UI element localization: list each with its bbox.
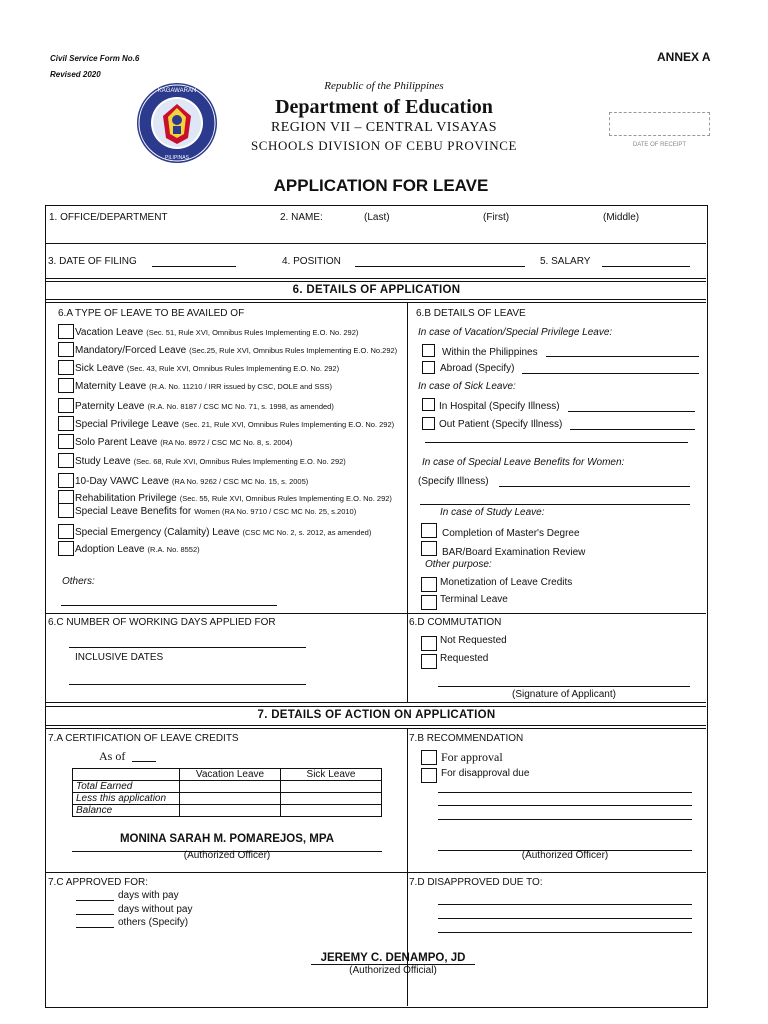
sick-total-cell[interactable] — [281, 781, 382, 793]
others-field[interactable] — [61, 605, 277, 606]
leave-type-checkbox[interactable] — [58, 503, 74, 518]
republic-label: Republic of the Philippines — [324, 80, 444, 92]
not-requested-checkbox[interactable] — [421, 636, 437, 651]
divider — [46, 706, 706, 707]
divider — [46, 299, 706, 300]
column-divider — [407, 302, 408, 703]
section-6b-title: 6.B DETAILS OF LEAVE — [416, 308, 526, 319]
sick-leave-header: Sick Leave — [281, 769, 382, 781]
leave-type-item — [75, 363, 339, 374]
total-earned-label: Total Earned — [73, 781, 180, 793]
leave-type-label: Sick Leave — [75, 363, 124, 374]
days-with-pay-label: days with pay — [118, 890, 179, 901]
leave-type-checkbox[interactable] — [58, 473, 74, 488]
section-7a-title: 7.A CERTIFICATION OF LEAVE CREDITS — [48, 733, 239, 744]
other-purpose-label: Other purpose: — [425, 559, 492, 570]
not-requested-label: Not Requested — [440, 635, 507, 646]
leave-type-checkbox[interactable] — [58, 398, 74, 413]
leave-type-reference: (RA No. 8972 / CSC MC No. 8, s. 2004) — [160, 438, 293, 447]
balance-label: Balance — [73, 805, 180, 817]
others-specify-field[interactable] — [76, 927, 114, 928]
leave-type-reference: (Sec. 68, Rule XVI, Omnibus Rules Implementing E.O. No. 292) — [133, 457, 346, 466]
leave-type-label: Study Leave — [75, 456, 131, 467]
for-approval-label: For approval — [441, 750, 503, 764]
leave-type-checkbox[interactable] — [58, 434, 74, 449]
out-patient-label: Out Patient (Specify Illness) — [439, 419, 563, 430]
as-of-field[interactable] — [132, 761, 156, 762]
office-label: 1. OFFICE/DEPARTMENT — [49, 212, 168, 223]
vacation-case-label: In case of Vacation/Special Privilege Leave: — [418, 327, 613, 338]
leave-type-item — [75, 345, 397, 356]
others-specify-label: others (Specify) — [118, 917, 189, 928]
for-disapproval-label: For disapproval due — [441, 768, 530, 779]
division-name: SCHOOLS DIVISION OF CEBU PROVINCE — [250, 138, 518, 153]
form-number: Civil Service Form No.6 — [50, 54, 140, 63]
leave-type-item — [75, 476, 308, 487]
revised-date: Revised 2020 — [50, 70, 101, 79]
leave-type-label: Maternity Leave — [75, 381, 147, 392]
first-name-label: (First) — [483, 212, 510, 223]
as-of-label: As of — [99, 749, 126, 763]
out-patient-field[interactable] — [570, 429, 695, 430]
leave-type-item — [75, 506, 356, 517]
certifying-officer-name: MONINA SARAH M. POMAREJOS, MPA — [119, 833, 335, 845]
women-extra-line[interactable] — [420, 504, 690, 505]
leave-type-reference: (R.A. No. 8552) — [147, 545, 200, 554]
vacation-leave-header: Vacation Leave — [180, 769, 281, 781]
section-7d-title: 7.D DISAPPROVED DUE TO: — [409, 877, 543, 888]
sick-balance-cell[interactable] — [281, 805, 382, 817]
disapproval-reason-line-2[interactable] — [438, 805, 692, 806]
in-hospital-checkbox[interactable] — [422, 398, 435, 411]
leave-type-label: Rehabilitation Privilege — [75, 493, 177, 504]
table-row — [73, 793, 382, 805]
leave-type-item — [75, 437, 292, 448]
divider — [46, 613, 706, 614]
in-hospital-field[interactable] — [568, 411, 695, 412]
position-label: 4. POSITION — [282, 256, 341, 267]
authorized-official-label: (Authorized Official) — [349, 965, 437, 976]
disapproval-reason-line-3[interactable] — [438, 819, 692, 820]
table-row — [73, 769, 382, 781]
leave-type-label: Special Emergency (Calamity) Leave — [75, 527, 240, 538]
masters-checkbox[interactable] — [421, 523, 437, 538]
name-label: 2. NAME: — [280, 212, 323, 223]
applicant-signature-line[interactable] — [438, 686, 690, 687]
days-without-pay-label: days without pay — [118, 904, 193, 915]
divider — [46, 702, 706, 703]
monetization-label: Monetization of Leave Credits — [440, 577, 573, 588]
within-philippines-checkbox[interactable] — [422, 344, 435, 357]
leave-type-reference: (CSC MC No. 2, s. 2012, as amended) — [242, 528, 372, 537]
leave-type-label: Special Leave Benefits for — [75, 506, 192, 517]
for-approval-checkbox[interactable] — [421, 750, 437, 765]
annex-label: ANNEX A — [657, 50, 711, 64]
vacation-balance-cell[interactable] — [180, 805, 281, 817]
department-name: Department of Education — [275, 96, 493, 118]
leave-type-item — [75, 401, 334, 412]
leave-type-label: Adoption Leave — [75, 544, 145, 555]
salary-label: 5. SALARY — [540, 256, 591, 267]
women-illness-field[interactable] — [499, 486, 690, 487]
abroad-field[interactable] — [522, 373, 699, 374]
abroad-label: Abroad (Specify) — [440, 363, 515, 374]
leave-type-item — [75, 327, 358, 338]
section-6d-title: 6.D COMMUTATION — [409, 617, 502, 628]
leave-type-item — [75, 419, 394, 430]
bar-review-checkbox[interactable] — [421, 541, 437, 556]
less-application-label: Less this application — [73, 793, 180, 805]
leave-type-checkbox[interactable] — [58, 524, 74, 539]
date-of-receipt-label: DATE OF RECEIPT — [632, 142, 687, 148]
bar-review-label: BAR/Board Examination Review — [442, 547, 586, 558]
leave-type-label: Mandatory/Forced Leave — [75, 345, 187, 356]
masters-label: Completion of Master's Degree — [442, 528, 580, 539]
requested-checkbox[interactable] — [421, 654, 437, 669]
out-patient-checkbox[interactable] — [422, 417, 435, 430]
abroad-checkbox[interactable] — [422, 361, 435, 374]
applicant-signature-label: (Signature of Applicant) — [512, 689, 616, 700]
monetization-checkbox[interactable] — [421, 577, 437, 592]
svg-text:PILIPINAS: PILIPINAS — [165, 155, 189, 161]
leave-type-label: Solo Parent Leave — [75, 437, 158, 448]
table-row — [73, 805, 382, 817]
inclusive-dates-field[interactable] — [69, 684, 306, 685]
divider — [46, 302, 706, 303]
divider — [46, 725, 706, 726]
divider — [46, 243, 706, 244]
position-field[interactable] — [355, 266, 525, 267]
within-philippines-field[interactable] — [546, 356, 699, 357]
sick-extra-line[interactable] — [425, 442, 688, 443]
leave-type-reference: (RA No. 9262 / CSC MC No. 15, s. 2005) — [171, 477, 309, 486]
disapproved-reason-line-3[interactable] — [438, 932, 692, 933]
terminal-leave-checkbox[interactable] — [421, 595, 437, 610]
leave-type-checkbox[interactable] — [58, 416, 74, 431]
date-filing-field[interactable] — [152, 266, 236, 267]
leave-type-checkbox[interactable] — [58, 324, 74, 339]
vacation-less-cell[interactable] — [180, 793, 281, 805]
table-cell — [73, 769, 180, 781]
leave-type-label: Special Privilege Leave — [75, 419, 179, 430]
divider — [46, 728, 706, 729]
region-name: REGION VII – CENTRAL VISAYAS — [271, 120, 497, 135]
leave-type-checkbox[interactable] — [58, 378, 74, 393]
leave-type-item — [75, 493, 392, 504]
section-7b-title: 7.B RECOMMENDATION — [409, 733, 524, 744]
date-filing-label: 3. DATE OF FILING — [48, 256, 137, 267]
leave-type-item — [75, 456, 346, 467]
leave-type-reference: (R.A. No. 11210 / IRR issued by CSC, DOLE and SSS) — [149, 382, 333, 391]
divider — [46, 278, 706, 279]
vacation-total-cell[interactable] — [180, 781, 281, 793]
disapproval-reason-line-1[interactable] — [438, 792, 692, 793]
disapproved-reason-line-2[interactable] — [438, 918, 692, 919]
within-philippines-label: Within the Philippines — [442, 347, 538, 358]
leave-type-item — [75, 544, 200, 555]
leave-type-reference: (Sec. 21, Rule XVI, Omnibus Rules Implementing E.O. No. 292) — [181, 420, 395, 429]
divider — [46, 872, 706, 873]
authorized-officer-label: (Authorized Officer) — [183, 850, 271, 861]
leave-type-item — [75, 527, 371, 538]
leave-type-reference: (Sec. 51, Rule XVI, Omnibus Rules Implementing E.O. No. 292) — [146, 328, 359, 337]
divider — [46, 281, 706, 282]
leave-type-checkbox[interactable] — [58, 360, 74, 375]
middle-name-label: (Middle) — [603, 212, 640, 223]
leave-type-reference: (Sec. 55, Rule XVI, Omnibus Rules Implementing E.O. No. 292) — [179, 494, 392, 503]
leave-type-reference: (Sec. 43, Rule XVI, Omnibus Rules Implementing E.O. No. 292) — [126, 364, 340, 373]
women-case-label: In case of Special Leave Benefits for Women: — [422, 457, 625, 468]
authorized-official-name: JEREMY C. DENAMPO, JD — [320, 952, 466, 964]
section-7-title: 7. DETAILS OF ACTION ON APPLICATION — [257, 709, 496, 721]
sick-less-cell[interactable] — [281, 793, 382, 805]
form-title: APPLICATION FOR LEAVE — [273, 176, 489, 195]
days-with-pay-field[interactable] — [76, 900, 114, 901]
leave-type-checkbox[interactable] — [58, 453, 74, 468]
days-without-pay-field[interactable] — [76, 914, 114, 915]
salary-field[interactable] — [602, 266, 690, 267]
requested-label: Requested — [440, 653, 489, 664]
disapproved-reason-line-1[interactable] — [438, 904, 692, 905]
leave-type-reference: (R.A. No. 8187 / CSC MC No. 71, s. 1998, as amended) — [147, 402, 334, 411]
leave-credits-table — [72, 768, 382, 817]
section-6-title: 6. DETAILS OF APPLICATION — [292, 284, 461, 296]
leave-type-label: Paternity Leave — [75, 401, 145, 412]
study-case-label: In case of Study Leave: — [440, 507, 545, 518]
leave-type-reference: Women (RA No. 9710 / CSC MC No. 25, s.2010) — [194, 507, 357, 516]
terminal-leave-label: Terminal Leave — [440, 594, 508, 605]
leave-type-label: 10-Day VAWC Leave — [75, 476, 169, 487]
section-7c-title: 7.C APPROVED FOR: — [48, 877, 149, 888]
sick-case-label: In case of Sick Leave: — [418, 381, 516, 392]
authorized-officer-b-label: (Authorized Officer) — [521, 850, 609, 861]
working-days-field[interactable] — [69, 647, 306, 648]
leave-type-checkbox[interactable] — [58, 541, 74, 556]
receipt-stamp-box — [609, 112, 710, 136]
leave-type-checkbox[interactable] — [58, 342, 74, 357]
section-6a-title: 6.A TYPE OF LEAVE TO BE AVAILED OF — [58, 308, 245, 319]
specify-illness-label: (Specify Illness) — [418, 476, 489, 487]
svg-text:KAGAWARAN: KAGAWARAN — [157, 88, 197, 94]
leave-type-reference: (Sec.25, Rule XVI, Omnibus Rules Implementing E.O. No.292) — [189, 346, 398, 355]
last-name-label: (Last) — [364, 212, 390, 223]
table-row — [73, 781, 382, 793]
leave-type-label: Vacation Leave — [75, 327, 144, 338]
others-label: Others: — [62, 576, 95, 587]
inclusive-dates-label: INCLUSIVE DATES — [75, 652, 164, 663]
section-6c-title: 6.C NUMBER OF WORKING DAYS APPLIED FOR — [48, 617, 276, 628]
in-hospital-label: In Hospital (Specify Illness) — [439, 401, 560, 412]
leave-type-item — [75, 381, 332, 392]
for-disapproval-checkbox[interactable] — [421, 768, 437, 783]
